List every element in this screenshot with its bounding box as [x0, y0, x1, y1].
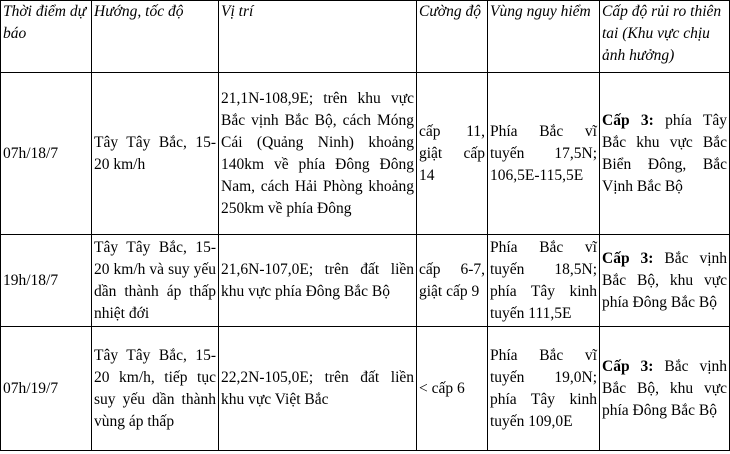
cell-risk-level [600, 235, 730, 327]
table-header-row [1, 1, 730, 73]
header-direction: Hướng, tốc độ [92, 1, 219, 73]
cell-danger-zone: Phía Bắc vĩ tuyến 18,5N; phía Tây kinh tuyến 111,5E [488, 235, 600, 327]
cell-direction: Tây Tây Bắc, 15-20 km/h và suy yếu dần thành áp thấp nhiệt đới [92, 235, 219, 327]
risk-level-area: Bắc vịnh Bắc Bộ, khu vực phía Đông Bắc Bộ [602, 249, 727, 311]
table-row [1, 73, 730, 235]
header-time: Thời điểm dự báo [1, 1, 92, 73]
cell-intensity: < cấp 6 [417, 327, 488, 451]
table-row [1, 235, 730, 327]
cell-risk-level [600, 327, 730, 451]
cell-time: 07h/18/7 [1, 73, 92, 235]
cell-direction: Tây Tây Bắc, 15-20 km/h, tiếp tục suy yếu dần thành vùng áp thấp [92, 327, 219, 451]
risk-level-label: Cấp 3: [602, 249, 654, 267]
header-intensity: Cường độ [417, 1, 488, 73]
cell-risk-level [600, 73, 730, 235]
cell-intensity: cấp 6-7, giật cấp 9 [417, 235, 488, 327]
risk-level-area: Bắc vịnh Bắc Bộ, khu vực phía Đông Bắc Bộ [602, 357, 727, 419]
cell-position: 21,6N-107,0E; trên đất liền khu vực phía Đông Bắc Bộ [219, 235, 417, 327]
cell-time: 19h/18/7 [1, 235, 92, 327]
cell-position: 21,1N-108,9E; trên khu vực Bắc vịnh Bắc Bộ, cách Móng Cái (Quảng Ninh) khoảng 140km về phía Đông Đông Nam, cách Hải Phòng khoảng 250km về phía Đông [219, 73, 417, 235]
cell-danger-zone: Phía Bắc vĩ tuyến 19,0N; phía Tây kinh tuyến 109,0E [488, 327, 600, 451]
cell-danger-zone: Phía Bắc vĩ tuyến 17,5N; 106,5E-115,5E [488, 73, 600, 235]
header-danger-zone: Vùng nguy hiểm [488, 1, 600, 73]
risk-level-label: Cấp 3: [602, 357, 654, 375]
header-risk-level: Cấp độ rủi ro thiên tai (Khu vực chịu ảnh hưởng) [600, 1, 730, 73]
risk-level-area: phía Tây Bắc khu vực Bắc Biển Đông, Bắc Vịnh Bắc Bộ [602, 111, 727, 195]
cell-position: 22,2N-105,0E; trên đất liền khu vực Việt Bắc [219, 327, 417, 451]
table-row [1, 327, 730, 451]
cell-intensity: cấp 11, giật cấp 14 [417, 73, 488, 235]
cell-time: 07h/19/7 [1, 327, 92, 451]
risk-level-label: Cấp 3: [602, 111, 654, 129]
cell-direction: Tây Tây Bắc, 15-20 km/h [92, 73, 219, 235]
header-position: Vị trí [219, 1, 417, 73]
